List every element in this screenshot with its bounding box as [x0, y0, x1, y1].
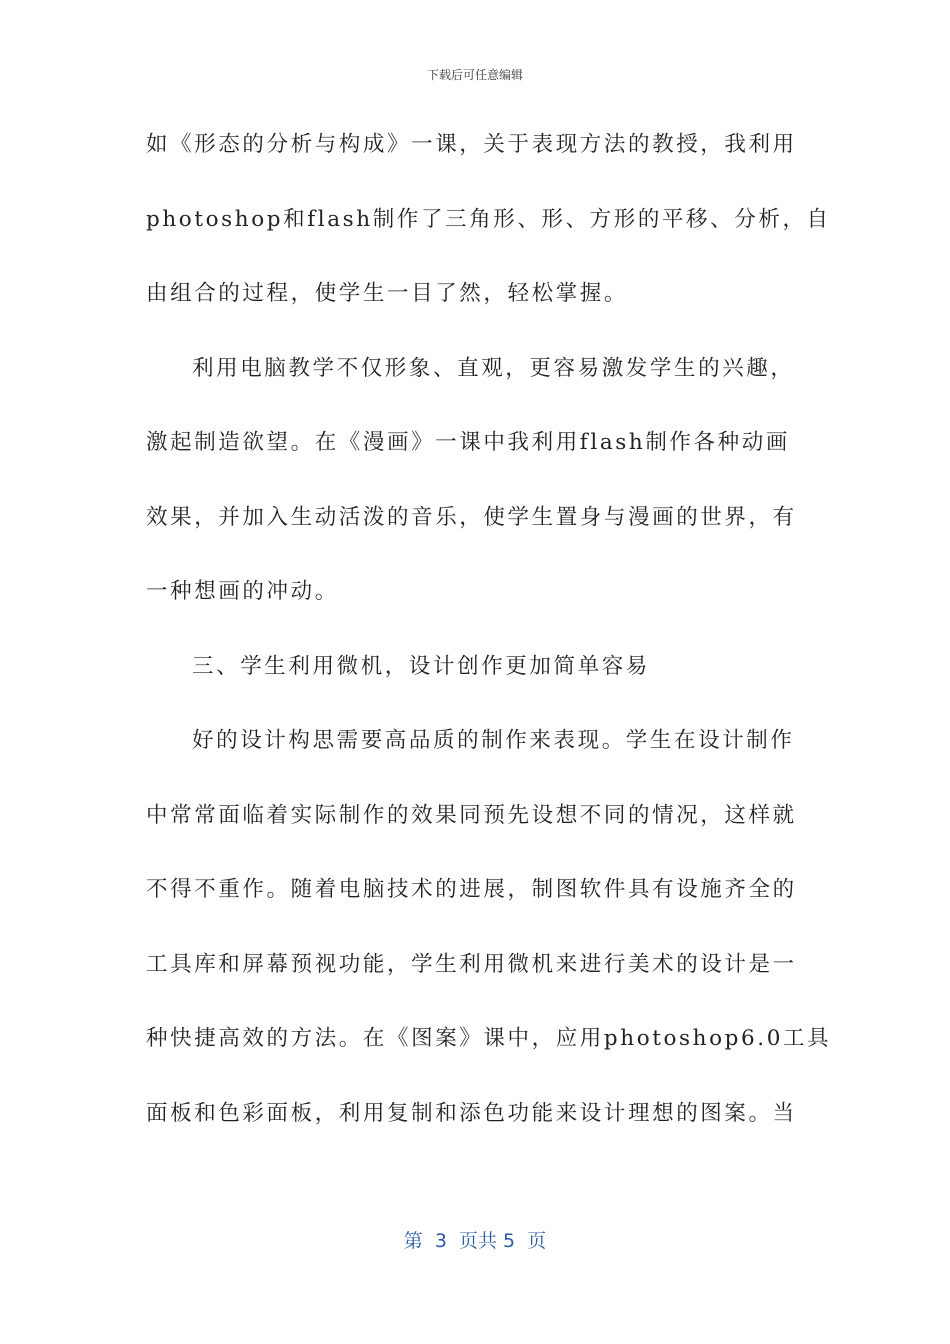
header-note: 下载后可任意编辑	[426, 68, 523, 82]
section-heading: 三、学生利用微机，设计创作更加简单容易	[192, 653, 650, 679]
text-line: 由组合的过程，使学生一目了然，轻松掌握。	[146, 281, 629, 306]
body-text	[146, 120, 832, 1163]
text-line: 如《形态的分析与构成》一课，关于表现方法的教授，我利用	[146, 132, 797, 157]
text-line: 面板和色彩面板，利用复制和添色功能来设计理想的图案。当	[146, 1100, 797, 1126]
text-line: 工具库和屏幕预视功能，学生利用微机来进行美术的设计是一	[146, 951, 797, 977]
text-line: 激起制造欲望。在《漫画》一课中我利用flash制作各种动画	[146, 430, 790, 455]
text-line: 不得不重作。随着电脑技术的进展，制图软件具有设施齐全的	[146, 877, 797, 902]
text-line: 一种想画的冲动。	[146, 579, 339, 604]
text-line: 利用电脑教学不仅形象、直观，更容易激发学生的兴趣，	[192, 355, 795, 381]
text-line: photoshop和flash制作了三角形、形、方形的平移、分析，自	[146, 206, 831, 232]
text-line: 中常常面临着实际制作的效果同预先设想不同的情况，这样就	[146, 802, 797, 828]
text-line: 效果，并加入生动活泼的音乐，使学生置身与漫画的世界，有	[146, 504, 797, 530]
text-line: 好的设计构思需要高品质的制作来表现。学生在设计制作	[192, 728, 795, 753]
page-number: 第 3 页共 5 页	[403, 1230, 547, 1252]
text-line: 种快捷高效的方法。在《图案》课中，应用photoshop6.0工具	[146, 1026, 832, 1051]
